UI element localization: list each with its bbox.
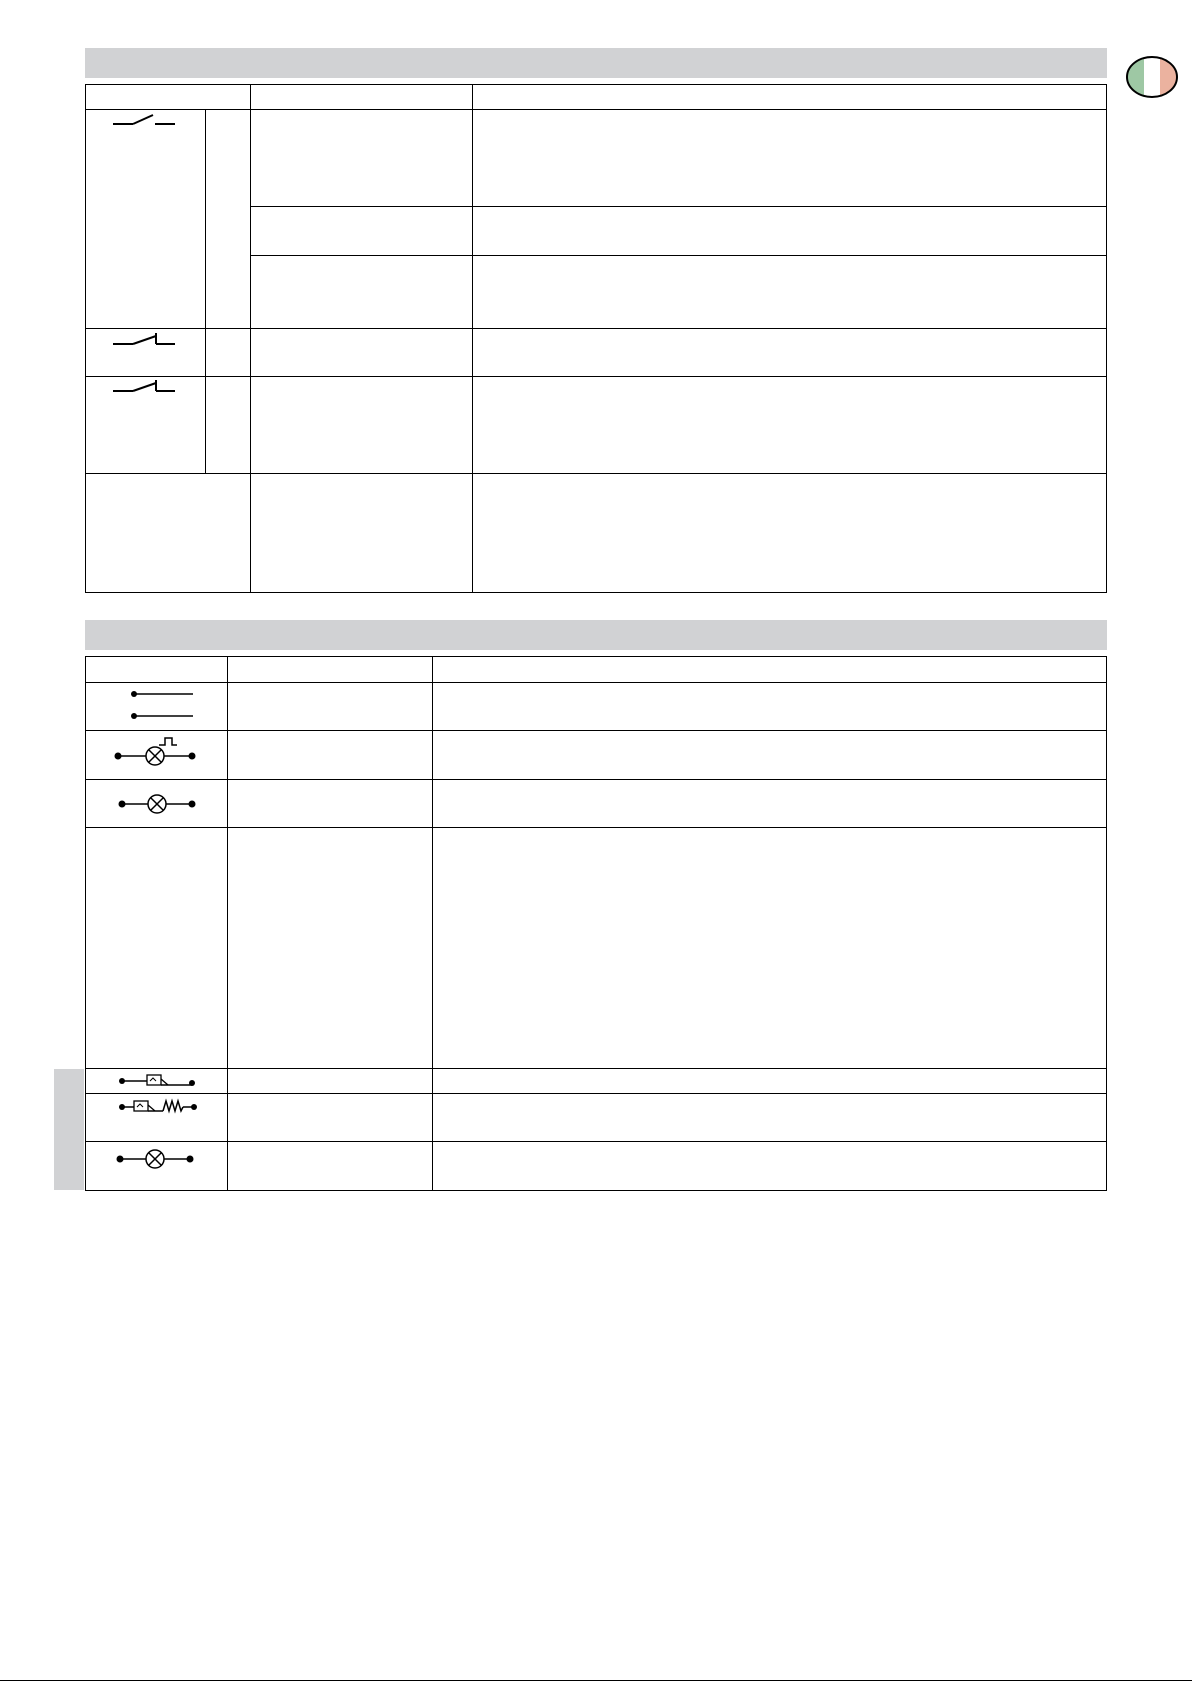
switch-normally-closed-icon [113,379,175,393]
row-divider [86,376,1106,377]
col-divider [432,657,433,1190]
section-header-band-2 [85,620,1107,650]
row-divider [86,328,1106,329]
row-divider [86,473,1106,474]
row-divider [86,1093,1106,1094]
footer-rule [0,1680,1192,1681]
header-row-divider [86,682,1106,683]
header-row-divider [86,109,1106,110]
col-divider [250,85,251,592]
row-divider [86,827,1106,828]
col-divider [205,109,206,473]
language-flag-icon [1125,54,1179,100]
lamp-icon [117,1149,193,1169]
row-divider [250,206,1106,207]
inputs-table [85,84,1107,593]
switch-normally-open-icon [113,112,175,126]
outputs-table [85,656,1107,1191]
row-divider [86,779,1106,780]
section-header-band-1 [85,48,1107,78]
flashing-lamp-icon [115,737,195,765]
row-divider [86,730,1106,731]
row-divider [250,255,1106,256]
electric-lock-icon [119,1074,195,1088]
col-divider [227,657,228,1190]
lamp-icon [119,794,195,814]
electric-lock-resistor-icon [119,1097,197,1115]
row-divider [86,1068,1106,1069]
switch-normally-closed-icon [113,332,175,346]
side-tab [54,1069,84,1190]
row-divider [86,1141,1106,1142]
col-divider [472,85,473,592]
two-wire-icon [131,689,193,719]
